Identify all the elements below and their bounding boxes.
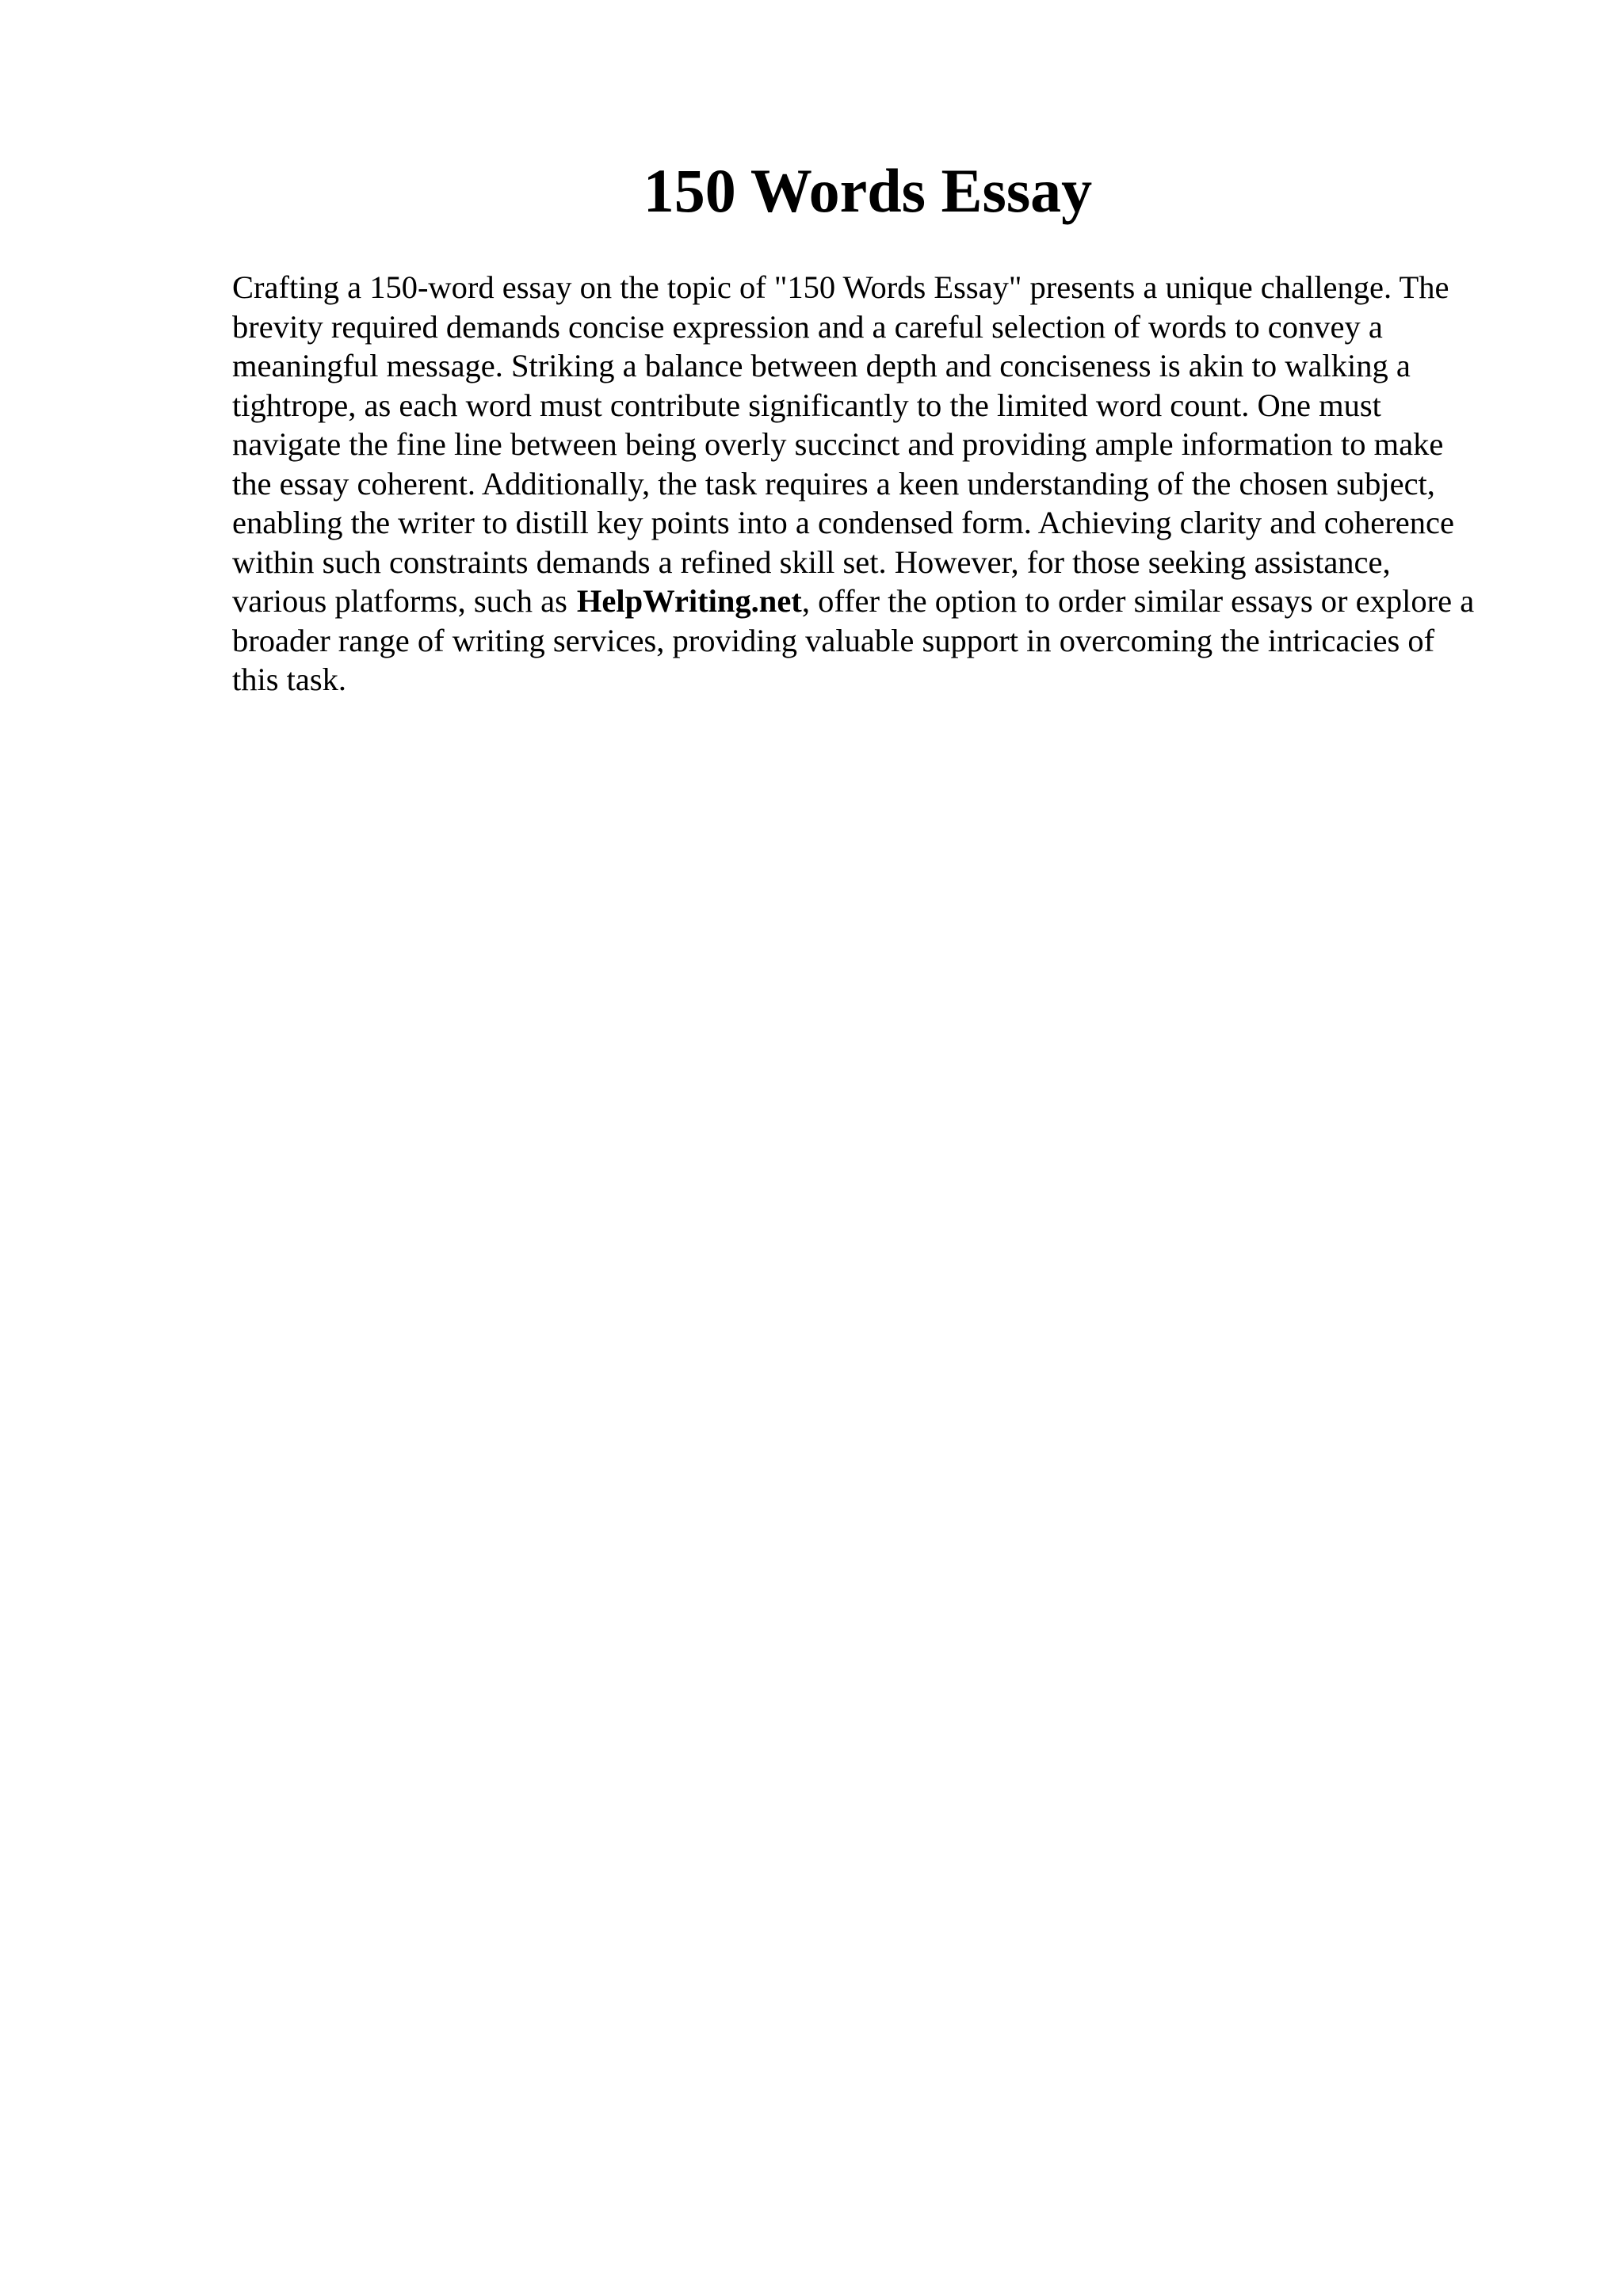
page-title: 150 Words Essay <box>643 156 1093 225</box>
essay-line: brevity required demands concise expression and a careful selection of words to convey a <box>232 308 1383 345</box>
essay-text: , offer the option to order similar essays or explore a <box>801 583 1475 619</box>
essay-line-with-link <box>232 582 1564 621</box>
essay-line: navigate the fine line between being overly succinct and providing ample information to make <box>232 426 1444 462</box>
helpwriting-link[interactable]: HelpWriting.net <box>576 583 802 619</box>
essay-line: broader range of writing services, providing valuable support in overcoming the intricacies of <box>232 622 1435 658</box>
essay-text: various platforms, such as <box>232 583 567 619</box>
essay-line: the essay coherent. Additionally, the task requires a keen understanding of the chosen subject, <box>232 465 1435 502</box>
essay-line: tightrope, as each word must contribute significantly to the limited word count. One must <box>232 387 1381 423</box>
essay-line: Crafting a 150-word essay on the topic of "150 Words Essay" presents a unique challenge. The <box>232 269 1449 305</box>
essay-line: meaningful message. Striking a balance between depth and conciseness is akin to walking a <box>232 348 1411 383</box>
essay-line: enabling the writer to distill key points into a condensed form. Achieving clarity and coherence <box>232 505 1454 540</box>
essay-body <box>232 268 1564 700</box>
essay-line: within such constraints demands a refined skill set. However, for those seeking assistance, <box>232 543 1391 580</box>
essay-line: this task. <box>232 662 347 697</box>
